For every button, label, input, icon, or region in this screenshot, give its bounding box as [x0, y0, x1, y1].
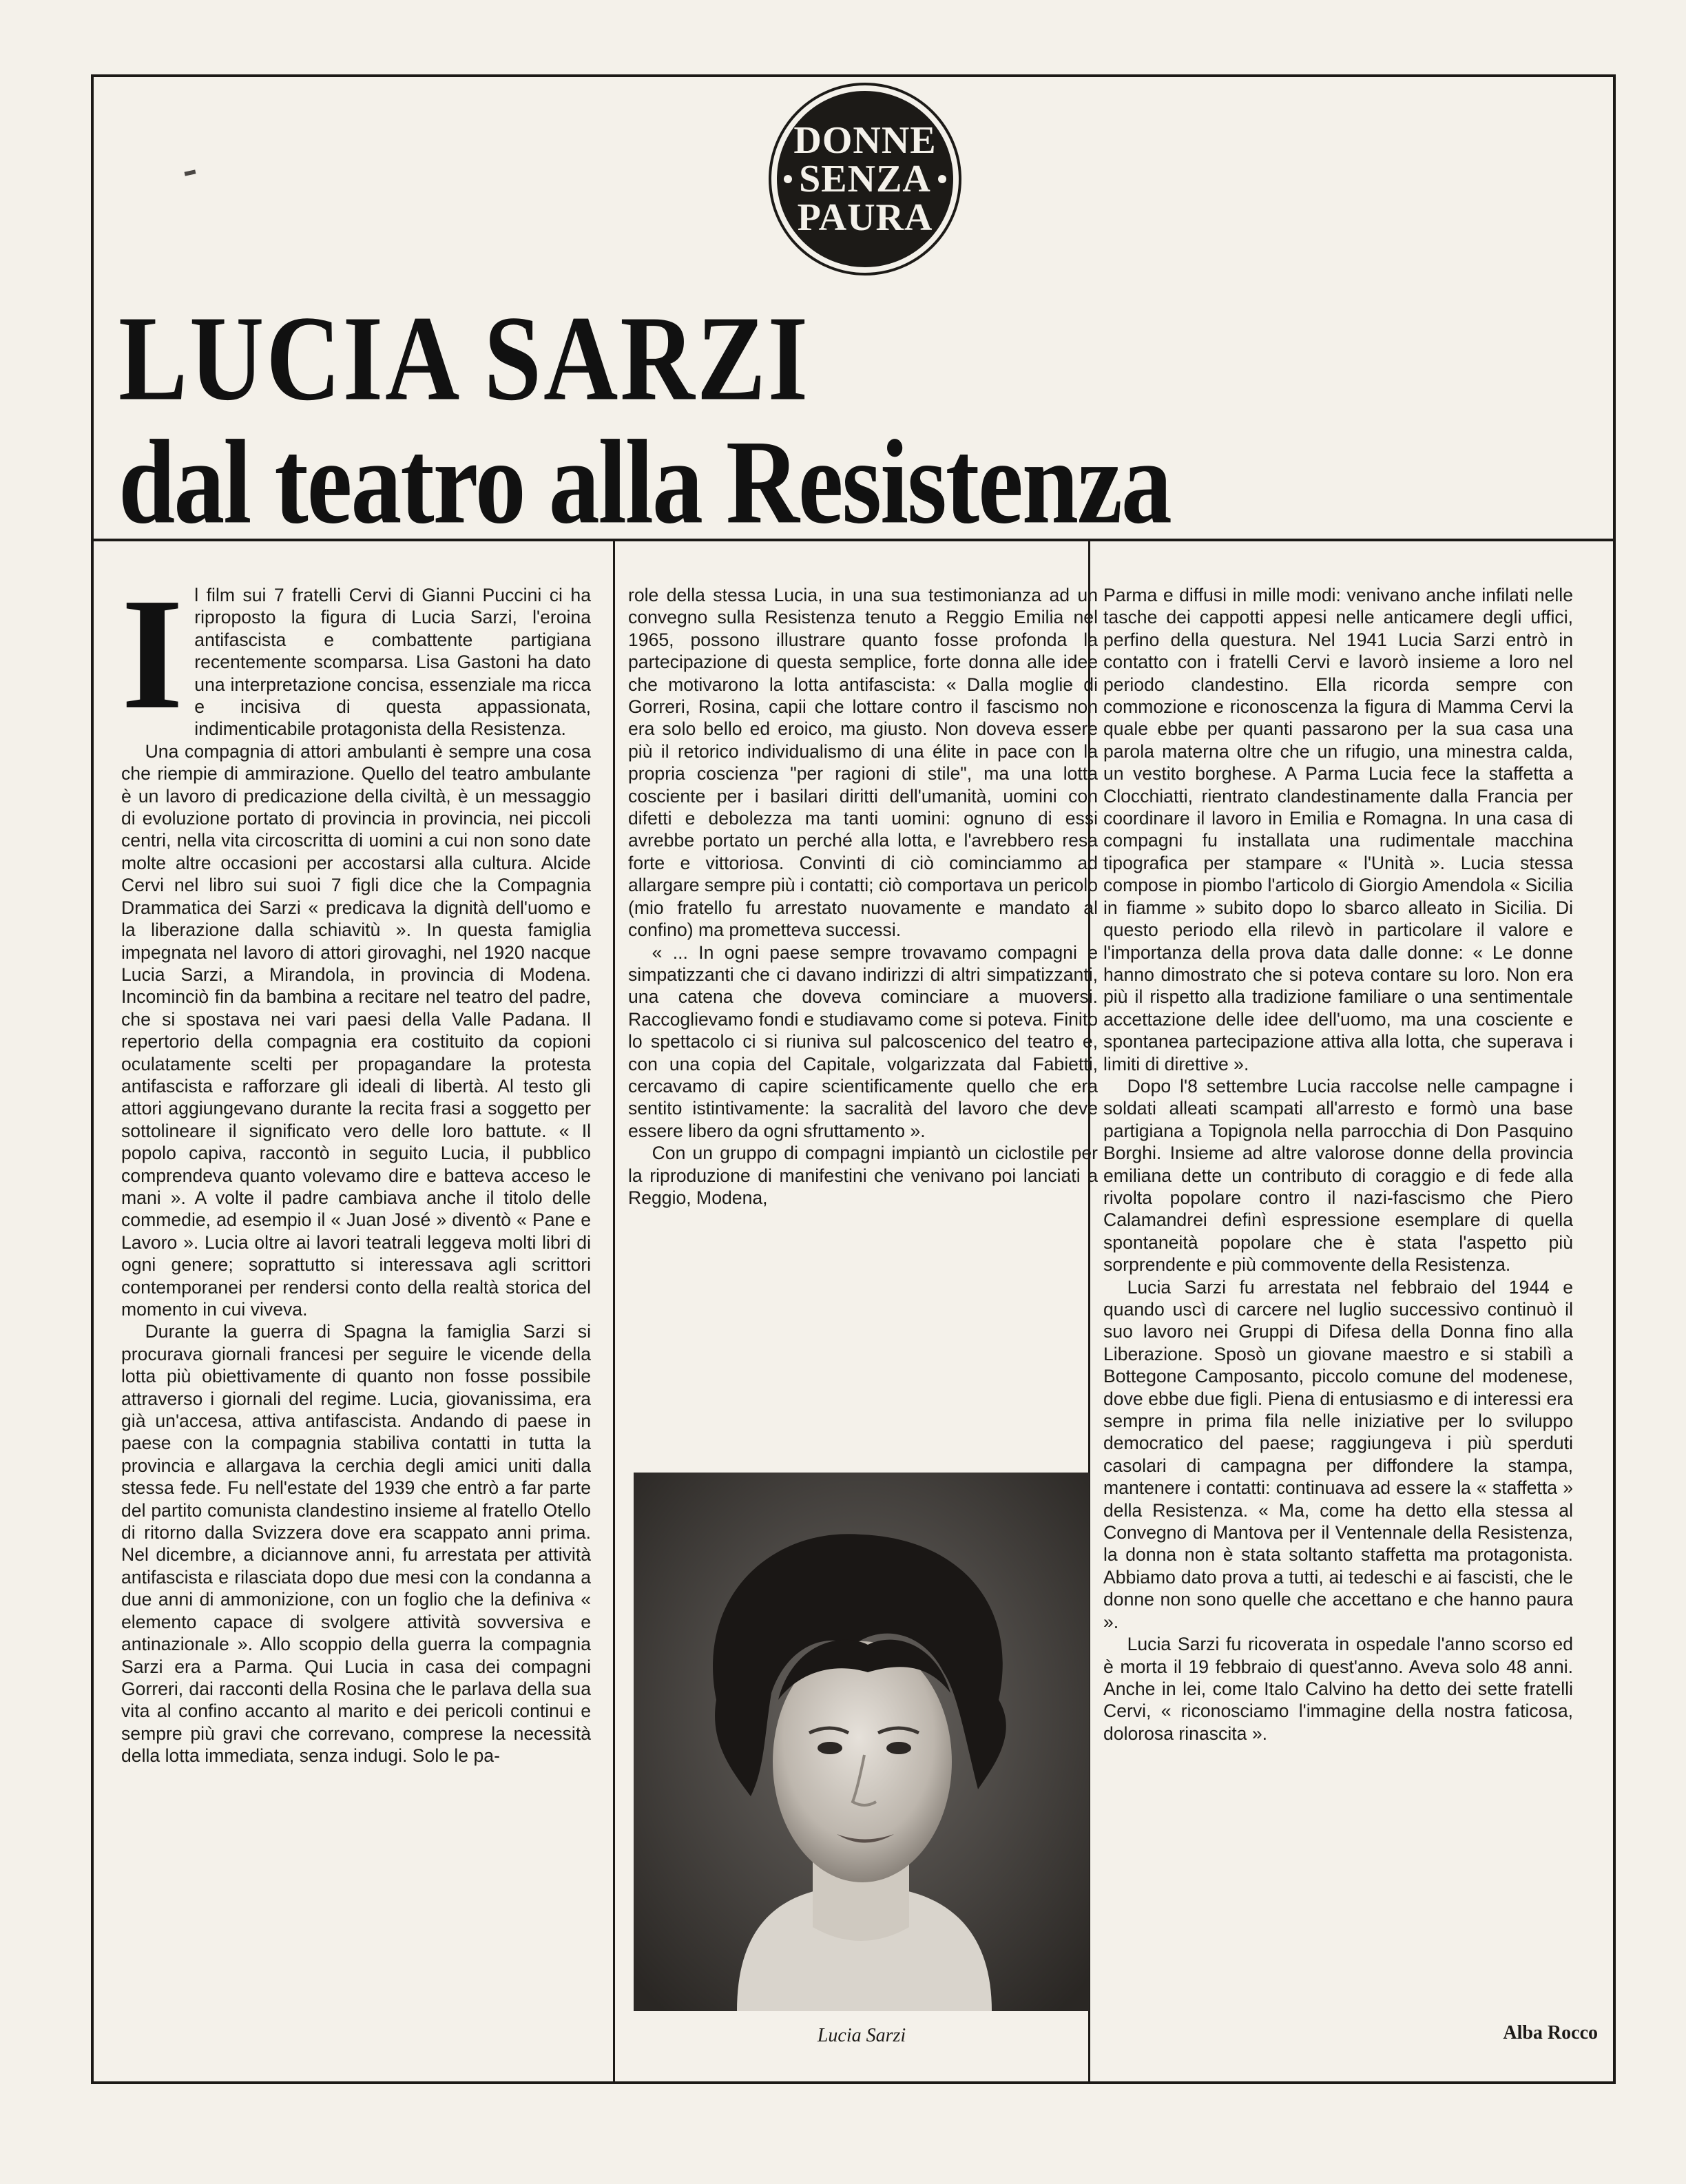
paragraph: Lucia Sarzi fu ricoverata in ospedale l'anno scorso ed è morta il 19 febbraio di quest'anno. Aveva solo 48 anni. Anche in lei, come Italo Calvino ha detto dei sette fratelli Cervi, « riconosciamo l'immagine della nostra faticosa, dolorosa rinascita ». [1103, 1634, 1573, 1744]
paragraph: role della stessa Lucia, in una sua testimonianza ad un convegno sulla Resistenza tenuto a Reggio Emilia nel 1965, possono illustrare quanto fosse profonda la partecipazione di questa semplice, forte donna alle idee che motivarono la lotta antifascista: « Dalla moglie di Gorreri, Rosina, capii che lottare contro il fascismo non era solo bello ed eroico, ma giusto. Non doveva essere più il retorico individualismo di una élite in pace con la propria coscienza "per ragioni di stile", ma una lotta cosciente per i basilari diritti dell'umanità, uomini con difetti e debolezza ma tanti uomini: ognuno di essi avrebbe portato un perché alla lotta, e l'avrebbero resa forte e vittoriosa. Convinti di ciò cominciammo ad allargare sempre più i contatti; ciò comportava un pericolo (mio fratello fu arrestato nuovamente e mandato al confino) ma prometteva successi. [628, 585, 1098, 941]
portrait-illustration [634, 1473, 1090, 2011]
article-subtitle: dal teatro alla Resistenza [118, 415, 1171, 550]
paragraph: Una compagnia di attori ambulanti è sempre una cosa che riempie di ammirazione. Quello del teatro ambulante è un lavoro di predicazione della civiltà, è un messaggio di evoluzione portato di provincia in provincia, nei piccoli centri, nella vita circoscritta di uomini a cui non sono date molte altre occasioni per accostarsi alla cultura. Alcide Cervi nel libro sui suoi 7 figli dice che la Compagnia Drammatica dei Sarzi « predicava la dignità dell'uomo e la liberazione dalla schiavitù ». In questa famiglia impegnata nel lavoro di attori girovaghi, nel 1920 nacque Lucia Sarzi, a Mirandola, in provincia di Modena. Incominciò fin da bambina a recitare nel teatro del padre, che si spostava nei vari paesi della Valle Padana. Il repertorio della compagnia era costituito da copioni oculatamente scelti per propagandare la protesta antifascista e rafforzare gli ideali di libertà. Al testo gli attori aggiungevano durante la recita frasi a soggetto per sottolineare il significato vero delle loro battute. « Il popolo capiva, raccontò in seguito Lucia, il pubblico comprendeva quanto volevamo dire e batteva acceso le mani ». A volte il padre cambiava anche il titolo delle commedie, ad esempio il « Juan José » diventò « Pane e Lavoro ». Lucia oltre ai lavori teatrali leggeva molti libri di ogni genere; soprattutto si interessava agli scrittori contemporanei per rendersi conto della realtà storica del momento in cui viveva. [121, 740, 591, 1320]
author-signature: Alba Rocco [1503, 2022, 1598, 2043]
paragraph: Dopo l'8 settembre Lucia raccolse nelle campagne i soldati alleati scampati all'arresto e formò una base partigiana a Topignola nella parrocchia di Don Pasquino Borghi. Insieme ad altre valorose donne della provincia emiliana dette un contributo di coraggio e di fede alla rivolta popolare contro il nazi-fascismo che Piero Calamandrei definì espressione esemplare di quella spontaneità popolare che è stata l'aspetto più sorprendente e più commovente della Resistenza. [1103, 1075, 1573, 1276]
portrait-photo [634, 1473, 1090, 2011]
paragraph: Durante la guerra di Spagna la famiglia Sarzi si procurava giornali francesi per seguire le vicende della lotta più obiettivamente di quanto non fosse possibile attraverso i giornali del regime. Lucia, giovanissima, era già un'accesa, attiva antifascista. Andando di paese in paese con la compagnia stabiliva contatti in tutta la provincia e allargava la cerchia degli amici uniti dalla stessa fede. Fu nell'estate del 1939 che entrò a far parte del partito comunista clandestino insieme al fratello Otello di ritorno dalla Svizzera dove era scappato anni prima. Nel dicembre, a diciannove anni, fu arrestata per attività antifascista e rilasciata dopo due mesi con la condanna a due anni di ammonizione, con un foglio che la definiva « elemento capace di svolgere attività sovversiva e antinazionale ». Allo scoppio della guerra la compagnia Sarzi era a Parma. Qui Lucia in casa dei compagni Gorreri, dai racconti della Rosina che le parlava della sua vita al confino accanto al marito e dei pericoli continui e sempre più gravi che correvano, comprese la necessità della lotta immediata, senza indugi. Solo le pa- [121, 1321, 591, 1767]
paragraph: l film sui 7 fratelli Cervi di Gianni Puccini ci ha riproposto la figura di Lucia Sarzi, l'eroina antifascista e combattente partigiana recentemente scomparsa. Lisa Gastoni ha dato una interpretazione concisa, essenziale ma ricca e incisiva di questa appassionata, indimenticabile protagonista della Resistenza. [194, 585, 591, 740]
badge-line: DONNE [793, 119, 937, 162]
donne-senza-paura-badge [770, 84, 960, 274]
drop-cap: I [121, 565, 184, 742]
paragraph: « ... In ogni paese sempre trovavamo compagni e simpatizzanti che ci davano indirizzi di altri simpatizzanti, una catena che doveva cominciare a muoversi. Raccoglievamo fondi e studiavamo come si poteva. Finito lo spettacolo ci si riuniva sul palcoscenico del teatro e, con una copia del Capitale, volgarizzata dal Fabietti, cercavamo di capire scientificamente quello che era sentito istintivamente: la sacralità del lavoro che deve essere libero da ogni sfruttamento ». [628, 942, 1098, 1141]
photo-caption: Lucia Sarzi [817, 2025, 906, 2046]
text-column-3 [1103, 584, 1573, 1745]
paragraph: Lucia Sarzi fu arrestata nel febbraio del 1944 e quando uscì di carcere nel luglio successivo continuò il suo lavoro nei Gruppi di Difesa della Donna fino alla Liberazione. Sposò un giovane maestro e si stabilì a Bottegone Camposanto, piccolo comune del modenese, dove ebbe due figli. Piena di entusiasmo e di interessi era sempre in prima fila nelle iniziative per lo sviluppo democratico del paese; raggiungeva i più sperduti casolari di campagna per diffondere la stampa, mantenere i contatti: continuava ad essere la « staffetta » della Resistenza. « Ma, come ha detto ella stessa al Convegno di Mantova per il Ventennale della Resistenza, la donna non è stata soltanto staffetta ma protagonista. Abbiamo dato prova a tutti, ai tedeschi e ai fascisti, che le donne non sono quelle che accettano e che hanno paura ». [1103, 1276, 1573, 1632]
badge-dot [784, 175, 792, 183]
text-column-2 [628, 584, 1098, 1209]
column-divider [613, 541, 615, 2084]
badge-line: SENZA [799, 158, 931, 200]
paragraph: Parma e diffusi in mille modi: venivano anche infilati nelle tasche dei cappotti appesi nelle anticamere degli uffici, perfino della questura. Nel 1941 Lucia Sarzi entrò in contatto con i fratelli Cervi e lavorò insieme a loro nel periodo clandestino. Ella ricorda sempre con commozione e riconoscenza la figura di Mamma Cervi la quale ebbe per quanti passarono per la sua casa una parola materna oltre che un rifugio, una minestra calda, un vestito borghese. A Parma Lucia fece la staffetta a Clocchiatti, rientrato clandestinamente dalla Francia per coordinare il lavoro in Emilia e Romagna. In una casa di compagni fu installata una rudimentale macchina tipografica per stampare « l'Unità ». Lucia stessa compose in piombo l'articolo di Giorgio Amendola « Sicilia in fiamme » subito dopo lo sbarco alleato in Sicilia. Di questo periodo ella rilevò in particolare il valore e l'importanza della prova data dalle donne: « Le donne hanno dimostrato che si poteva contare su loro. Non era più il rispetto alla tradizione familiare o una sentimentale accettazione delle idee dell'uomo, ma una cosciente e spontanea partecipazione attiva alla lotta, che superava i limiti di direttive ». [1103, 585, 1573, 1074]
badge-dot [938, 175, 946, 183]
article-title: LUCIA SARZI [118, 291, 811, 426]
badge-line: PAURA [797, 196, 933, 239]
badge-middle [784, 160, 946, 198]
text-column-1 [121, 565, 591, 1767]
paragraph: Con un gruppo di compagni impiantò un ciclostile per la riproduzione di manifestini che venivano poi lanciati a Reggio, Modena, [628, 1143, 1098, 1208]
